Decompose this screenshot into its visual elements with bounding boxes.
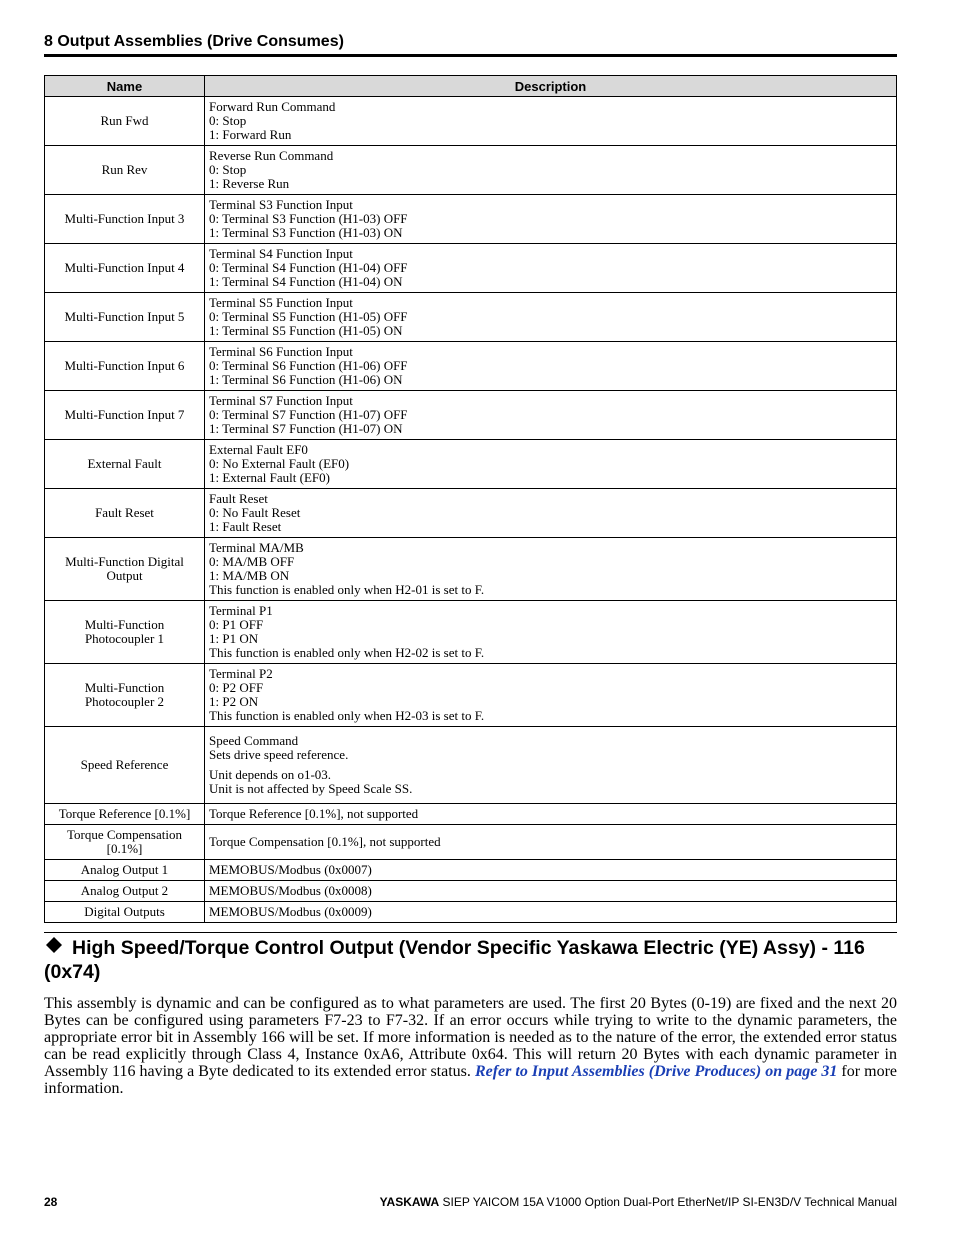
row-name-cell: Multi-Function Input 6 xyxy=(45,342,205,391)
description-line: Terminal S6 Function Input xyxy=(209,344,353,359)
input-assemblies-link[interactable]: Refer to Input Assemblies (Drive Produces) on page 31 xyxy=(474,1063,838,1080)
table-row xyxy=(45,391,897,440)
row-name-cell: Run Rev xyxy=(45,146,205,195)
description-line: 0: P1 OFF xyxy=(209,617,264,632)
description-line: 1: MA/MB ON xyxy=(209,568,290,583)
row-name-cell: Speed Reference xyxy=(45,727,205,804)
table-row xyxy=(45,293,897,342)
description-line: 1: Terminal S4 Function (H1-04) ON xyxy=(209,274,403,289)
description-line: This function is enabled only when H2-03 is set to F. xyxy=(209,708,485,723)
row-description-cell xyxy=(205,342,897,391)
table-row xyxy=(45,825,897,860)
description-line: 0: P2 OFF xyxy=(209,680,264,695)
table-row xyxy=(45,97,897,146)
table-row xyxy=(45,489,897,538)
description-line: Terminal MA/MB xyxy=(209,540,304,555)
description-line: 0: Terminal S6 Function (H1-06) OFF xyxy=(209,358,408,373)
row-name-cell: Multi-Function Photocoupler 1 xyxy=(45,601,205,664)
table-row xyxy=(45,727,897,804)
description-line: 1: Reverse Run xyxy=(209,176,290,191)
row-description-cell xyxy=(205,195,897,244)
table-row xyxy=(45,146,897,195)
description-line: 0: No Fault Reset xyxy=(209,505,301,520)
description-line: 0: No External Fault (EF0) xyxy=(209,456,350,471)
description-line: 1: Terminal S5 Function (H1-05) ON xyxy=(209,323,403,338)
row-description-cell xyxy=(205,804,897,825)
footer-manual-title xyxy=(380,1195,897,1209)
table-row xyxy=(45,860,897,881)
description-line: Speed Command xyxy=(209,733,299,748)
row-name-cell: Multi-Function Input 4 xyxy=(45,244,205,293)
description-line: 1: P2 ON xyxy=(209,694,259,709)
table-row xyxy=(45,342,897,391)
description-line: Torque Reference [0.1%], not supported xyxy=(209,806,419,821)
row-description-cell xyxy=(205,146,897,195)
description-line: Unit depends on o1-03. xyxy=(209,767,332,782)
footer-manual-text: SIEP YAICOM 15A V1000 Option Dual-Port EtherNet/IP SI-EN3D/V Technical Manual xyxy=(439,1195,897,1209)
row-name-cell: Multi-Function Input 7 xyxy=(45,391,205,440)
description-line: Unit is not affected by Speed Scale SS. xyxy=(209,781,413,796)
description-line: 1: Terminal S3 Function (H1-03) ON xyxy=(209,225,403,240)
diamond-bullet-icon xyxy=(44,936,64,954)
table-row xyxy=(45,601,897,664)
column-header-description: Description xyxy=(205,76,897,97)
table-row xyxy=(45,195,897,244)
description-line: Torque Compensation [0.1%], not supported xyxy=(209,834,441,849)
description-line: 1: Fault Reset xyxy=(209,519,282,534)
row-name-cell: Multi-Function Photocoupler 2 xyxy=(45,664,205,727)
row-name-cell: Digital Outputs xyxy=(45,902,205,923)
row-description-cell xyxy=(205,440,897,489)
row-name-cell: Analog Output 2 xyxy=(45,881,205,902)
description-line: 0: Terminal S4 Function (H1-04) OFF xyxy=(209,260,408,275)
body-paragraph-text: This assembly is dynamic and can be configured as to what parameters are used. The first 20 Bytes (0-19) are fixed and the next 20 Bytes can be configured using parameters F7-23 to F7-32. If an error occurs while trying to write to the dynamic parameters, the appropriate error bit in Assembly 166 will be set. If more information is needed as to the nature of the error, the extended error status can be read explicitly through Class 4, Instance 0xA6, Attribute 0x64. This will return 20 Bytes with each dynamic parameter in Assembly 116 having a Byte dedicated to its extended error status. xyxy=(44,995,897,1080)
column-header-name: Name xyxy=(45,76,205,97)
table-row xyxy=(45,664,897,727)
row-description-cell xyxy=(205,825,897,860)
description-line: Terminal S3 Function Input xyxy=(209,197,353,212)
description-line: This function is enabled only when H2-02 is set to F. xyxy=(209,645,485,660)
row-description-cell xyxy=(205,244,897,293)
row-name-cell: Multi-Function Input 3 xyxy=(45,195,205,244)
row-name-cell: Multi-Function Digital Output xyxy=(45,538,205,601)
description-line: Reverse Run Command xyxy=(209,148,334,163)
description-line: Terminal P2 xyxy=(209,666,273,681)
row-description-cell xyxy=(205,293,897,342)
row-description-cell xyxy=(205,860,897,881)
row-name-cell: Torque Reference [0.1%] xyxy=(45,804,205,825)
description-line: 0: Terminal S7 Function (H1-07) OFF xyxy=(209,407,408,422)
footer-brand: YASKAWA xyxy=(379,1195,440,1209)
row-description-cell xyxy=(205,97,897,146)
table-header-row xyxy=(45,76,897,97)
row-description-cell xyxy=(205,664,897,727)
description-line: Terminal S5 Function Input xyxy=(209,295,353,310)
row-description-cell xyxy=(205,538,897,601)
body-paragraph-tail: for more information. xyxy=(44,1063,897,1097)
header-rule xyxy=(44,54,897,57)
description-line: Sets drive speed reference. xyxy=(209,747,349,762)
row-name-cell: Analog Output 1 xyxy=(45,860,205,881)
description-line: 1: Forward Run xyxy=(209,127,292,142)
table-row xyxy=(45,902,897,923)
description-line: External Fault EF0 xyxy=(209,442,308,457)
output-assembly-table xyxy=(44,75,897,923)
table-row xyxy=(45,244,897,293)
description-line: MEMOBUS/Modbus (0x0009) xyxy=(209,904,372,919)
row-description-cell xyxy=(205,727,897,804)
section-header-title: 8 Output Assemblies (Drive Consumes) xyxy=(44,33,344,50)
table-row xyxy=(45,440,897,489)
description-line: Terminal P1 xyxy=(209,603,273,618)
description-line: 0: Terminal S3 Function (H1-03) OFF xyxy=(209,211,408,226)
row-name-cell: Torque Compensation [0.1%] xyxy=(45,825,205,860)
description-line: MEMOBUS/Modbus (0x0007) xyxy=(209,862,372,877)
description-line: Forward Run Command xyxy=(209,99,336,114)
row-description-cell xyxy=(205,489,897,538)
row-description-cell xyxy=(205,601,897,664)
section-heading xyxy=(44,936,904,984)
page-number: 28 xyxy=(44,1195,58,1209)
row-description-cell xyxy=(205,902,897,923)
table-row xyxy=(45,538,897,601)
row-name-cell: External Fault xyxy=(45,440,205,489)
description-line: 1: External Fault (EF0) xyxy=(209,470,330,485)
table-row xyxy=(45,804,897,825)
description-line: 0: Terminal S5 Function (H1-05) OFF xyxy=(209,309,408,324)
description-line: 1: Terminal S7 Function (H1-07) ON xyxy=(209,421,403,436)
section-rule xyxy=(44,932,897,933)
description-line: 1: Terminal S6 Function (H1-06) ON xyxy=(209,372,403,387)
description-line: 0: Stop xyxy=(209,113,247,128)
description-line: 0: Stop xyxy=(209,162,247,177)
description-line: Terminal S4 Function Input xyxy=(209,246,353,261)
description-line: 1: P1 ON xyxy=(209,631,259,646)
row-description-cell xyxy=(205,391,897,440)
row-name-cell: Multi-Function Input 5 xyxy=(45,293,205,342)
description-line: Fault Reset xyxy=(209,491,268,506)
description-line: 0: MA/MB OFF xyxy=(209,554,295,569)
description-line: MEMOBUS/Modbus (0x0008) xyxy=(209,883,372,898)
row-name-cell: Fault Reset xyxy=(45,489,205,538)
row-name-cell: Run Fwd xyxy=(45,97,205,146)
description-line: Terminal S7 Function Input xyxy=(209,393,353,408)
table-row xyxy=(45,881,897,902)
row-description-cell xyxy=(205,881,897,902)
description-line: This function is enabled only when H2-01 is set to F. xyxy=(209,582,485,597)
body-paragraph xyxy=(44,995,897,1097)
section-heading-text: High Speed/Torque Control Output (Vendor Specific Yaskawa Electric (YE) Assy) - 116 (0x74) xyxy=(44,937,865,983)
